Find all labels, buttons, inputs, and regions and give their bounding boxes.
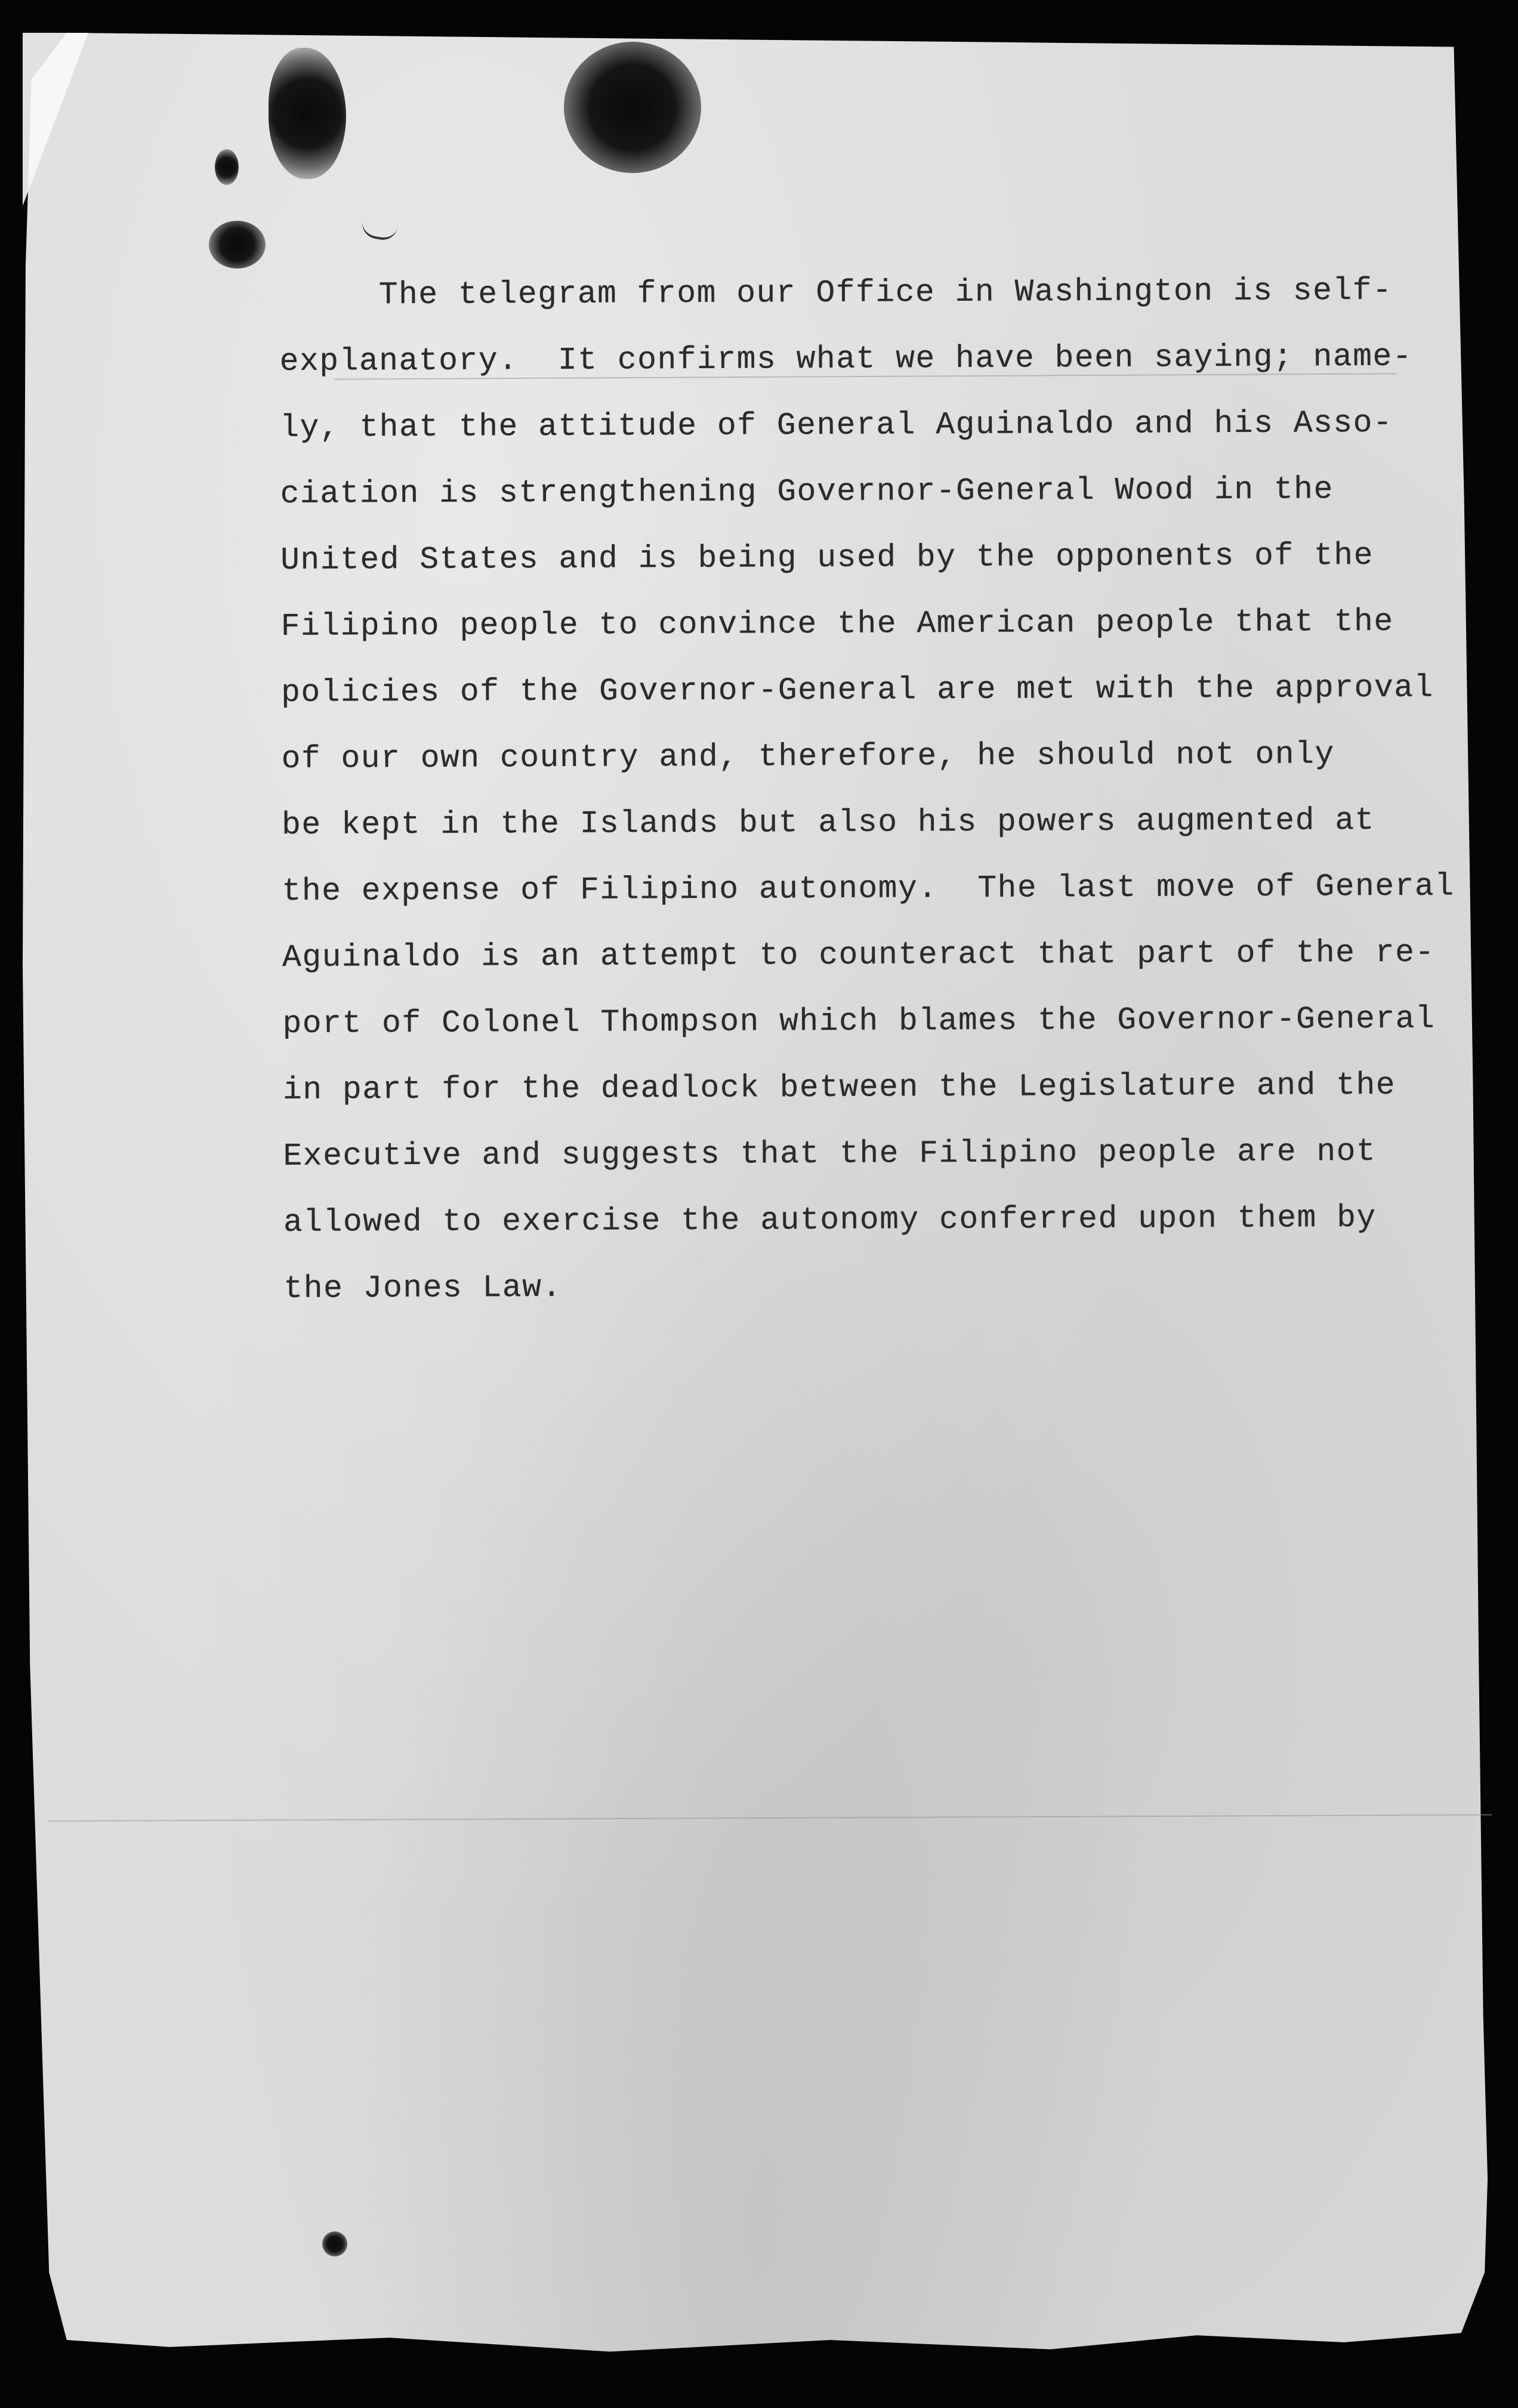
text-line: the Jones Law. xyxy=(283,1269,562,1307)
ink-drip xyxy=(215,149,239,185)
ink-dot-bottom xyxy=(322,2231,347,2256)
text-line: the expense of Filipino autonomy. The last move of General xyxy=(282,868,1455,909)
text-line: explanatory. It confirms what we have been saying; name- xyxy=(279,338,1413,379)
text-line: The telegram from our Office in Washington is self- xyxy=(279,272,1393,313)
text-line: in part for the deadlock between the Legislature and the xyxy=(282,1067,1396,1108)
text-line: Executive and suggests that the Filipino people are not xyxy=(283,1133,1377,1174)
text-line: ciation is strengthening Governor-General Wood in the xyxy=(280,471,1334,512)
torn-corner xyxy=(23,33,88,206)
text-line: Filipino people to convince the American people that the xyxy=(280,603,1394,644)
text-line: policies of the Governor-General are met with the approval xyxy=(281,669,1434,711)
text-line: be kept in the Islands but also his powers augmented at xyxy=(281,802,1375,843)
typewritten-body xyxy=(279,258,1455,1322)
text-line: allowed to exercise the autonomy conferred upon them by xyxy=(283,1199,1377,1240)
text-line: port of Colonel Thompson which blames the Governor-General xyxy=(282,1001,1436,1042)
ink-stain-large xyxy=(564,42,701,173)
text-line: United States and is being used by the opponents of the xyxy=(280,538,1374,578)
ink-stain-small xyxy=(209,221,266,268)
text-line: ly, that the attitude of General Aguinaldo and his Asso- xyxy=(280,405,1393,446)
text-line: of our own country and, therefore, he should not only xyxy=(281,736,1335,777)
text-line: Aguinaldo is an attempt to counteract that part of the re- xyxy=(282,934,1435,975)
